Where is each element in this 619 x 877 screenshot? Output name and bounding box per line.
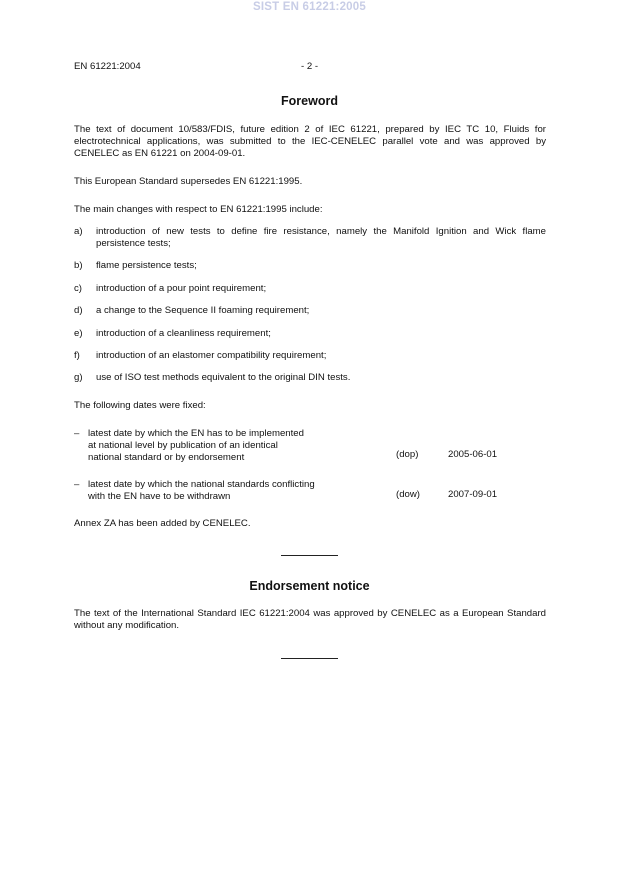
date-entry-dop	[74, 428, 546, 468]
list-marker: d)	[74, 305, 83, 316]
list-item-text: introduction of an elastomer compatibility requirement;	[96, 350, 327, 361]
date-description	[88, 479, 348, 503]
date-dash: –	[74, 428, 80, 439]
list-item-text: a change to the Sequence II foaming requirement;	[96, 305, 310, 316]
date-code: (dow)	[396, 489, 420, 500]
foreword-paragraph-1: The text of document 10/583/FDIS, future edition 2 of IEC 61221, prepared by IEC TC 10, Fluids for electrotechnical applications, was submitted to the IEC-CENELEC parallel vote and was approved by CENELEC as EN 61221 on 2004-09-01.	[74, 124, 546, 159]
list-item-g	[74, 372, 546, 384]
list-item-d	[74, 305, 546, 317]
date-description	[88, 428, 348, 464]
list-marker: b)	[74, 260, 83, 271]
foreword-paragraph-2: This European Standard supersedes EN 61221:1995.	[74, 176, 303, 187]
list-marker: e)	[74, 328, 83, 339]
page-number: - 2 -	[300, 61, 319, 72]
list-item-c	[74, 283, 546, 295]
date-description-line: national standard or by endorsement	[88, 451, 245, 463]
section-divider	[281, 658, 338, 659]
list-item-text: introduction of a cleanliness requirement;	[96, 328, 271, 339]
list-marker: a)	[74, 226, 83, 237]
dates-intro: The following dates were fixed:	[74, 400, 206, 411]
list-item-e	[74, 328, 546, 340]
list-marker: f)	[74, 350, 80, 361]
date-value: 2007-09-01	[448, 489, 498, 500]
date-value: 2005-06-01	[448, 449, 498, 460]
list-item-b	[74, 260, 546, 272]
list-item-text: flame persistence tests;	[96, 260, 197, 271]
annex-note: Annex ZA has been added by CENELEC.	[74, 518, 251, 529]
foreword-heading: Foreword	[281, 94, 338, 108]
list-item-text: use of ISO test methods equivalent to the original DIN tests.	[96, 372, 351, 383]
date-description-line: latest date by which the national standards conflicting	[88, 479, 315, 490]
list-item-a	[74, 226, 546, 250]
list-item-text: introduction of new tests to define fire resistance, namely the Manifold Ignition and Wick flame persistence tests;	[96, 226, 546, 249]
section-divider	[281, 555, 338, 556]
endorsement-text: The text of the International Standard IEC 61221:2004 was approved by CENELEC as a European Standard without any modification.	[74, 608, 546, 631]
date-dash: –	[74, 479, 80, 490]
date-description-line: with the EN have to be withdrawn	[88, 490, 231, 502]
list-item-text: introduction of a pour point requirement;	[96, 283, 267, 294]
watermark-title: SIST EN 61221:2005	[253, 1, 366, 13]
document-id: EN 61221:2004	[74, 61, 141, 72]
list-item-f	[74, 350, 546, 362]
list-marker: c)	[74, 283, 82, 294]
date-entry-dow	[74, 479, 546, 519]
date-code: (dop)	[396, 449, 419, 460]
list-marker: g)	[74, 372, 83, 383]
date-description-line: at national level by publication of an identical	[88, 439, 278, 451]
foreword-paragraph-3: The main changes with respect to EN 61221:1995 include:	[74, 204, 323, 215]
date-description-line: latest date by which the EN has to be implemented	[88, 428, 304, 439]
endorsement-heading: Endorsement notice	[249, 579, 370, 593]
